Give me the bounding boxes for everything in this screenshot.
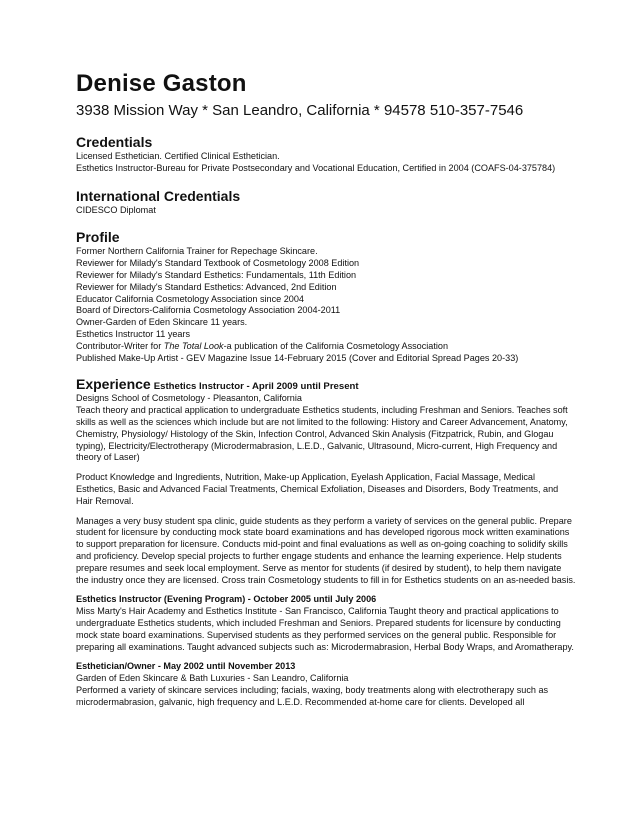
profile-line: Esthetics Instructor 11 years (76, 328, 191, 339)
job-description: Miss Marty's Hair Academy and Esthetics Institute - San Francisco, California Taught theory and practical applications to undergraduate Esthetics students, which included Freshman and Seniors. Prepared students for licensure by conducting mock state board examinations. Supervised students as they performed services on the general public. Responsible for preparing all examinations. Taught advanced subjects such as: Microdermabrasion, Herbal Body Wraps, and Aromatherapy. (76, 606, 574, 652)
profile-heading: Profile (76, 229, 120, 246)
profile-line: Reviewer for Milady's Standard Textbook of Cosmetology 2008 Edition (76, 258, 360, 269)
contributor-prefix: Contributor-Writer for (76, 340, 164, 351)
experience-header (76, 376, 576, 393)
profile-section (76, 229, 576, 364)
job-title: Esthetics Instructor - April 2009 until Present (153, 381, 359, 393)
profile-line: Former Northern California Trainer for Repechage Skincare. (76, 246, 318, 257)
experience-section (76, 376, 576, 708)
profile-line: Owner-Garden of Eden Skincare 11 years. (76, 317, 248, 328)
profile-line: Board of Directors-California Cosmetology Association 2004-2011 (76, 305, 341, 316)
contact-address: 3938 Mission Way * San Leandro, California * 94578 510-357-7546 (76, 102, 524, 119)
international-section (76, 188, 576, 217)
job-description: Product Knowledge and Ingredients, Nutrition, Make-up Application, Eyelash Application, Facial Massage, Medical Esthetics, Basic and Advanced Facial Treatments, Chemical Exfoliation, Diseases and Disorders, Body Treatments, and Hair Removal. (76, 472, 559, 506)
job-description: Teach theory and practical application to undergraduate Esthetics students, including Freshman and Seniors. Teaches soft skills as well as the sciences which include but are not limited to the following: History and Career Advancement, Anatomy, Chemistry, Physiology/ Histology of the Skin, Infection Control, Advanced Skin Analysis (Fitzpatrick, Rubin, and Glogau typing), Electricity/Electrotherapy (Microdermabrasion, L.E.D., Galvanic, Ultrasound, Micro-current, High Frequency and theory of Laser) (76, 405, 568, 463)
profile-line: Educator California Cosmetology Association since 2004 (76, 293, 304, 304)
profile-line: Reviewer for Milady's Standard Esthetics: Fundamentals, 11th Edition (76, 269, 357, 280)
experience-heading: Experience (76, 376, 151, 393)
job-title: Esthetics Instructor (Evening Program) - October 2005 until July 2006 (76, 594, 377, 605)
published-line: Published Make-Up Artist - GEV Magazine Issue 14-February 2015 (Cover and Editorial Spread Pages 20-33) (76, 352, 519, 363)
credentials-heading: Credentials (76, 134, 153, 150)
contributor-line (76, 341, 576, 353)
credentials-line: Licensed Esthetician. Certified Clinical Esthetician. (76, 151, 280, 161)
international-line: CIDESCO Diplomat (76, 204, 156, 215)
international-heading: International Credentials (76, 187, 241, 204)
job-title: Esthetician/Owner - May 2002 until November 2013 (76, 661, 296, 672)
job-employer: Garden of Eden Skincare & Bath Luxuries - San Leandro, California (76, 673, 349, 684)
job-employer: Designs School of Cosmetology - Pleasanton, California (76, 393, 302, 404)
job-description: Performed a variety of skincare services including; facials, waxing, body treatments along with electrotherapy such as microdermabrasion, galvanic, high frequency and L.E.D. Recommended at-home care for clients. Developed all (76, 684, 549, 707)
profile-line: Reviewer for Milady's Standard Esthetics: Advanced, 2nd Edition (76, 281, 337, 292)
resume-page (76, 70, 576, 708)
job-description: Manages a very busy student spa clinic, guide students as they perform a variety of services on the general public. Prepare student for licensure by conducting mock state board examinations and has developed rigorous mock written examinations to support preparation for licensure. Conducts mid-point and final evaluations as well as on-going coaching to solidify skills and proficiency. Develop special projects to further engage students and enhance the learning experience. Help students prepare resumes and seek local employment. Serve as mentor for students (if desired by student), to help them navigate the industry once they are licensed. Cross train Cosmetology students to fill in for Esthetics students on an as-needed basis. (76, 515, 576, 585)
person-name: Denise Gaston (76, 70, 247, 97)
credentials-section (76, 134, 576, 175)
publication-title: The Total Look (163, 340, 224, 351)
contributor-suffix: -a publication of the California Cosmetology Association (223, 340, 449, 351)
credentials-line: Esthetics Instructor-Bureau for Private Postsecondary and Vocational Education, Certified in 2004 (COAFS-04-375784) (76, 162, 556, 173)
